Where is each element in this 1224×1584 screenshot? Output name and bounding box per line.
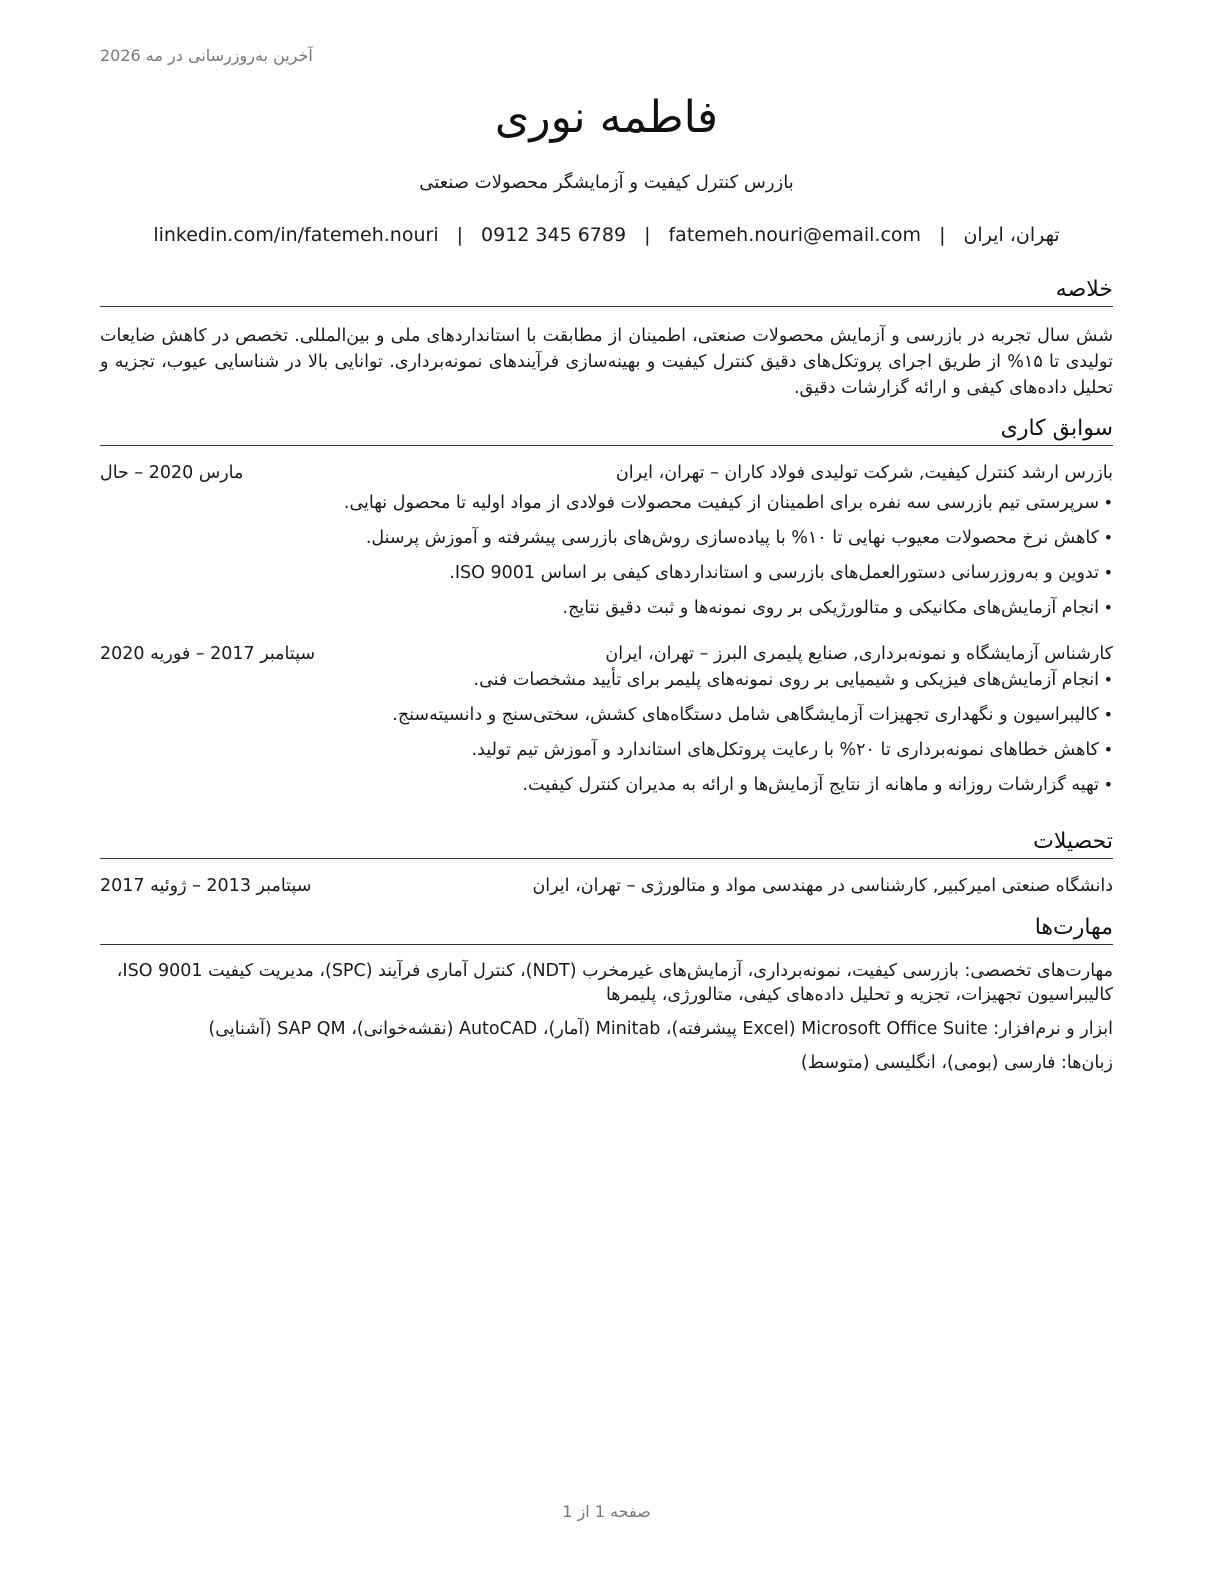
skills-tools: ابزار و نرم‌افزار: Microsoft Office Suite (Excel پیشرفته)، Minitab (آمار)، AutoCAD (نقشه‌خوانی)، SAP QM (آشنایی)	[208, 1019, 1113, 1039]
skills-technical: مهارت‌های تخصصی: بازرسی کیفیت، نمونه‌برداری، آزمایش‌های غیرمخرب (NDT)، کنترل آماری فرآیند (SPC)، مدیریت کیفیت ISO 9001، کالیبراسیون تجهیزات، تجزیه و تحلیل داده‌های کیفی، متالورژی، پلیمرها	[116, 961, 1113, 1005]
bullet-text: تهیه گزارشات روزانه و ماهانه از نتایج آزمایش‌ها و ارائه به مدیران کنترل کیفیت.	[522, 775, 1099, 795]
bullet-item	[100, 525, 1113, 551]
summary-text: شش سال تجربه در بازرسی و آزمایش محصولات صنعتی، اطمینان از مطابقت با استانداردهای ملی و بین‌المللی. تخصص در کاهش ضایعات تولیدی تا ۱۵% از طریق اجرای پروتکل‌های دقیق کنترل کیفیت و بهینه‌سازی فرآیندهای نمونه‌برداری. توانایی بالا در شناسایی عیوب، تجزیه و تحلیل داده‌های کیفی و ارائه گزارشات دقیق.	[100, 326, 1113, 398]
bullet-dot-icon: •	[1103, 775, 1113, 794]
bullet-text: کالیبراسیون و نگهداری تجهیزات آزمایشگاهی شامل دستگاه‌های کشش، سختی‌سنج و دانسیته‌سنج.	[392, 705, 1099, 725]
education-heading: تحصیلات	[100, 828, 1113, 859]
education-entry	[100, 873, 1113, 899]
job-header	[100, 460, 1113, 486]
last-updated-note: آخرین به‌روزرسانی در مه 2026	[100, 46, 313, 65]
contact-linkedin[interactable]: linkedin.com/in/fatemeh.nouri	[153, 224, 439, 246]
contact-location: تهران، ایران	[963, 224, 1060, 246]
education-title: دانشگاه صنعتی امیرکبیر, کارشناسی در مهندسی مواد و متالورژی – تهران، ایران	[532, 876, 1113, 896]
job-dates: سپتامبر 2017 – فوریه 2020	[100, 644, 316, 664]
skills-list	[100, 959, 1113, 1075]
bullet-text: تدوین و به‌روزرسانی دستورالعمل‌های بازرسی و استانداردهای کیفی بر اساس ISO 9001.	[449, 563, 1099, 583]
contact-phone[interactable]: 0912 345 6789	[481, 224, 627, 246]
job-bullets	[100, 490, 1113, 621]
candidate-name: فاطمه نوری	[494, 92, 719, 143]
skills-languages: زبان‌ها: فارسی (بومی)، انگلیسی (متوسط)	[800, 1053, 1113, 1073]
bullet-item	[100, 737, 1113, 763]
bullet-text: انجام آزمایش‌های فیزیکی و شیمیایی بر روی نمونه‌های پلیمر برای تأیید مشخصات فنی.	[473, 670, 1099, 690]
contact-separator: |	[456, 224, 464, 246]
bullet-item	[100, 490, 1113, 516]
bullet-item	[100, 560, 1113, 586]
bullet-item	[100, 702, 1113, 728]
bullet-dot-icon: •	[1103, 740, 1113, 759]
page-number: صفحه 1 از 1	[562, 1502, 651, 1521]
bullet-dot-icon: •	[1103, 598, 1113, 617]
job-title: کارشناس آزمایشگاه و نمونه‌برداری, صنایع پلیمری البرز – تهران، ایران	[605, 644, 1113, 664]
job-subtitle: بازرس کنترل کیفیت و آزمایشگر محصولات صنعتی	[419, 172, 794, 193]
bullet-dot-icon: •	[1103, 528, 1113, 547]
bullet-dot-icon: •	[1103, 670, 1113, 689]
bullet-item	[100, 667, 1113, 693]
education-dates: سپتامبر 2013 – ژوئیه 2017	[100, 876, 312, 896]
experience-section	[100, 415, 1113, 807]
contact-separator: |	[644, 224, 651, 246]
contact-line	[100, 224, 1113, 246]
job-entry	[100, 641, 1113, 798]
job-header	[100, 641, 1113, 667]
bullet-dot-icon: •	[1103, 563, 1113, 582]
bullet-dot-icon: •	[1103, 493, 1113, 512]
bullet-text: سرپرستی تیم بازرسی سه نفره برای اطمینان از کیفیت محصولات فولادی از مواد اولیه تا محصول نهایی.	[343, 493, 1099, 513]
summary-section	[100, 276, 1113, 401]
summary-heading: خلاصه	[100, 276, 1113, 307]
experience-heading: سوابق کاری	[100, 415, 1113, 446]
education-section	[100, 828, 1113, 899]
bullet-dot-icon: •	[1103, 705, 1113, 724]
resume-page	[100, 0, 1113, 1584]
job-bullets	[100, 667, 1113, 798]
job-title: بازرس ارشد کنترل کیفیت, شرکت تولیدی فولاد کاران – تهران، ایران	[615, 463, 1113, 483]
contact-email[interactable]: fatemeh.nouri@email.com	[668, 224, 922, 246]
bullet-item	[100, 772, 1113, 798]
job-dates: مارس 2020 – حال	[100, 463, 244, 483]
bullet-item	[100, 595, 1113, 621]
job-entry	[100, 460, 1113, 621]
skills-section	[100, 914, 1113, 1085]
skills-heading: مهارت‌ها	[100, 914, 1113, 945]
bullet-text: انجام آزمایش‌های مکانیکی و متالورژیکی بر روی نمونه‌ها و ثبت دقیق نتایج.	[562, 598, 1099, 618]
contact-separator: |	[939, 224, 946, 246]
bullet-text: کاهش خطاهای نمونه‌برداری تا ۲۰% با رعایت پروتکل‌های استاندارد و آموزش تیم تولید.	[471, 740, 1099, 760]
bullet-text: کاهش نرخ محصولات معیوب نهایی تا ۱۰% با پیاده‌سازی روش‌های بازرسی پیشرفته و آموزش پرسنل.	[365, 528, 1099, 548]
